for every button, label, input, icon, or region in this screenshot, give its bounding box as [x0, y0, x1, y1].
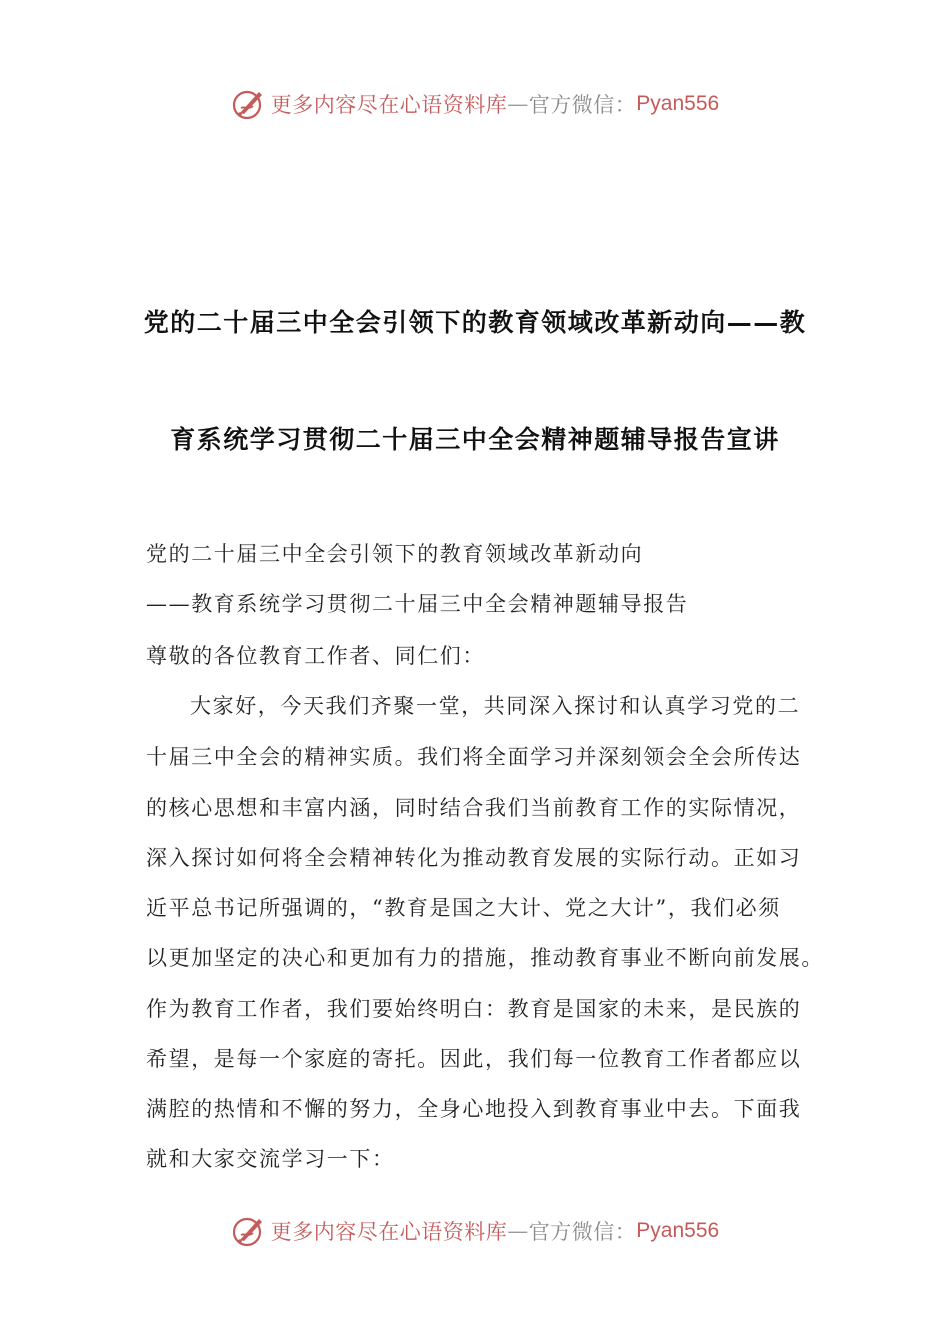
body-paragraph-line: 以更加坚定的决心和更加有力的措施，推动教育事业不断向前发展。 [146, 946, 824, 970]
quill-logo-icon [231, 1213, 267, 1249]
body-paragraph-line: 作为教育工作者，我们要始终明白：教育是国家的未来，是民族的 [146, 997, 802, 1021]
document-title-line-2: 育系统学习贯彻二十届三中全会精神题辅导报告宣讲 [170, 425, 780, 454]
banner-wechat-label: 官方微信： [528, 1220, 637, 1244]
body-paragraph-line: 近平总书记所强调的，“教育是国之大计、党之大计”，我们必须 [146, 896, 781, 920]
quill-logo-icon [231, 86, 267, 122]
body-subtitle-line-2: ——教育系统学习贯彻二十届三中全会精神题辅导报告 [146, 592, 689, 616]
document-title-line-1: 党的二十届三中全会引领下的教育领域改革新动向——教 [143, 308, 807, 337]
body-paragraph-line: 深入探讨如何将全会精神转化为推动教育发展的实际行动。正如习 [146, 846, 802, 870]
body-paragraph-line: 十届三中全会的精神实质。我们将全面学习并深刻领会全会所传达 [146, 745, 802, 769]
body-paragraph-line: 希望，是每一个家庭的寄托。因此，我们每一位教育工作者都应以 [146, 1047, 802, 1071]
banner-wechat-id: Pyan556 [636, 92, 720, 115]
body-paragraph-line: 的核心思想和丰富内涵，同时结合我们当前教育工作的实际情况， [146, 796, 802, 820]
footer-banner [0, 1209, 950, 1253]
banner-brand-text: 更多内容尽在心语资料库 [270, 93, 508, 117]
banner-separator: — [507, 1219, 529, 1243]
body-subtitle-line-1: 党的二十届三中全会引领下的教育领域改革新动向 [146, 542, 644, 566]
body-greeting: 尊敬的各位教育工作者、同仁们： [146, 644, 485, 668]
body-paragraph-line: 大家好，今天我们齐聚一堂，共同深入探讨和认真学习党的二 [190, 694, 801, 718]
banner-separator: — [507, 92, 529, 116]
banner-brand-text: 更多内容尽在心语资料库 [270, 1220, 508, 1244]
banner-wechat-label: 官方微信： [528, 93, 637, 117]
body-paragraph-line: 就和大家交流学习一下： [146, 1147, 395, 1171]
header-banner [0, 82, 950, 126]
body-paragraph-line: 满腔的热情和不懈的努力，全身心地投入到教育事业中去。下面我 [146, 1097, 802, 1121]
banner-wechat-id: Pyan556 [636, 1219, 720, 1242]
